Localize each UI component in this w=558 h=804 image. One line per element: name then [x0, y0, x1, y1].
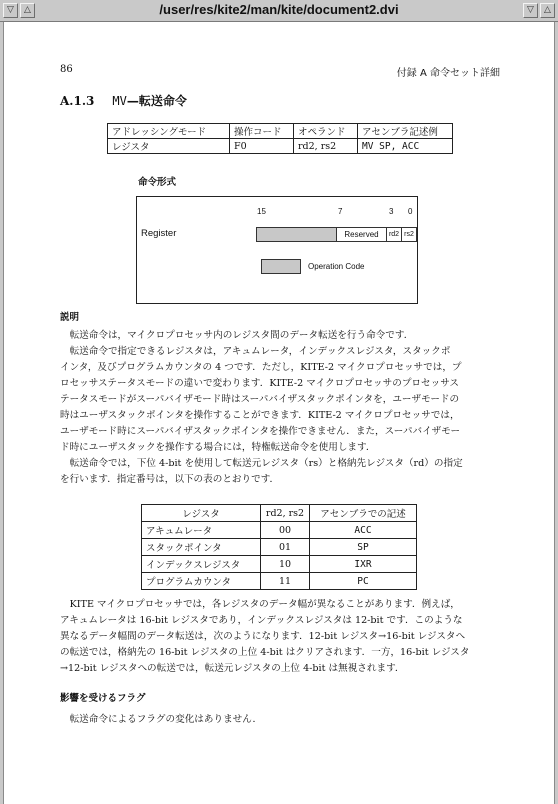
- table-row: [142, 556, 417, 573]
- table-header: rd2, rs2: [261, 505, 310, 522]
- register-table: [141, 504, 417, 590]
- paragraph-line: 転送命令は，マイクロプロセッサ内のレジスタ間のデータ転送を行う命令です．: [60, 330, 414, 341]
- section-name: —転送命令: [126, 94, 187, 108]
- bit-label: 15: [257, 207, 266, 216]
- table-cell: SP: [310, 539, 417, 556]
- table-cell: 00: [261, 522, 310, 539]
- table-cell: スタックポインタ: [142, 539, 261, 556]
- paragraph-line: 転送命令で指定できるレジスタは，アキュムレータ，インデックスレジスタ，スタックポ: [60, 346, 451, 357]
- opcode-field: [256, 227, 337, 242]
- paragraph-line: →12-bit レジスタへの転送では，転送元レジスタの上位 4-bit は無視されます．: [60, 663, 405, 674]
- paragraph-line: ド時にユーザスタックを操作する場合には，特権転送命令を使用します．: [60, 442, 376, 453]
- running-header: 付録 A 命令セット詳細: [396, 68, 500, 79]
- rd2-field: rd2: [386, 227, 402, 242]
- window-titlebar[interactable]: [0, 0, 558, 22]
- window-menu-button[interactable]: ▽: [3, 3, 18, 18]
- legend-label: Operation Code: [308, 262, 365, 271]
- table-header: 操作コード: [230, 124, 294, 139]
- table-header: レジスタ: [142, 505, 261, 522]
- format-heading: 命令形式: [138, 177, 177, 188]
- table-cell: F0: [230, 139, 294, 154]
- addressing-table: [107, 123, 453, 154]
- paragraph-line: アキュムレータは 16-bit レジスタであり，インデックスレジスタは 12-bit です．このような: [60, 615, 463, 626]
- instruction-format-diagram: [136, 196, 418, 304]
- table-cell: アキュムレータ: [142, 522, 261, 539]
- section-title: [60, 92, 187, 109]
- bit-label: 7: [338, 207, 343, 216]
- paragraph-line: ユーザモード時にスーパバイザスタックポインタを操作できません．また，スーパバイザモー: [60, 426, 461, 437]
- page-number: 86: [60, 64, 73, 75]
- flags-text: 転送命令によるフラグの変化はありません．: [60, 714, 263, 725]
- window-raise-button[interactable]: △: [20, 3, 35, 18]
- table-cell: インデックスレジスタ: [142, 556, 261, 573]
- register-row-label: Register: [141, 228, 177, 239]
- rs2-field: rs2: [401, 227, 417, 242]
- document-page: [0, 22, 558, 804]
- table-row: [142, 522, 417, 539]
- paragraph-line: 異なるデータ幅間のデータ転送は，次のようになります．12-bit レジスタ→16-bit レジスタへ: [60, 631, 466, 642]
- table-header: アセンブラでの記述: [310, 505, 417, 522]
- table-cell: IXR: [310, 556, 417, 573]
- section-number: A.1.3: [60, 94, 95, 108]
- window-minimize-button[interactable]: ▽: [523, 3, 538, 18]
- table-cell: MV SP, ACC: [358, 139, 453, 154]
- paragraph-line: テータスモードがスーパバイザモード時はスーパバイザスタックポインタを，ユーザモードの: [60, 394, 460, 405]
- table-cell: プログラムカウンタ: [142, 573, 261, 590]
- paragraph-line: 転送命令では，下位 4-bit を使用して転送元レジスタ（rs）と格納先レジスタ（rd）の指定: [60, 458, 463, 469]
- paragraph-line: KITE マイクロプロセッサでは，各レジスタのデータ幅が異なることがあります．例えば，: [60, 599, 460, 610]
- table-cell: 01: [261, 539, 310, 556]
- table-header: アドレッシングモード: [108, 124, 230, 139]
- table-cell: レジスタ: [108, 139, 230, 154]
- section-mnemonic: MV: [112, 94, 127, 108]
- table-cell: 11: [261, 573, 310, 590]
- window-title: /user/res/kite2/man/kite/document2.dvi: [159, 2, 399, 17]
- bit-label: 3: [389, 207, 394, 216]
- table-row: [142, 573, 417, 590]
- table-cell: 10: [261, 556, 310, 573]
- description-body: [60, 328, 510, 488]
- table-header: アセンブラ記述例: [358, 124, 453, 139]
- table-row: [142, 539, 417, 556]
- paragraph-line: の転送では，格納先の 16-bit レジスタの上位 4-bit はクリアされます．一方，16-bit レジスタ: [60, 647, 470, 658]
- data-width-note: [60, 597, 510, 677]
- paragraph-line: ロセッサステータスモードの違いで変わります．KITE-2 マイクロプロセッサのプロセッサス: [60, 378, 459, 389]
- table-cell: PC: [310, 573, 417, 590]
- legend-swatch: [261, 259, 301, 274]
- table-cell: rd2, rs2: [294, 139, 358, 154]
- table-header: オペランド: [294, 124, 358, 139]
- table-header-row: [108, 124, 453, 139]
- bit-label: 0: [408, 207, 413, 216]
- paragraph-line: インタ，及びプログラムカウンタの 4 つです．ただし，KITE-2 マイクロプロセッサでは，プ: [60, 362, 462, 373]
- flags-heading: 影響を受けるフラグ: [60, 693, 146, 704]
- paragraph-line: 時はユーザスタックポインタを操作することができます．KITE-2 マイクロプロセッサでは，: [60, 410, 460, 421]
- table-header-row: [142, 505, 417, 522]
- description-heading: 説明: [60, 312, 80, 323]
- window-maximize-button[interactable]: △: [540, 3, 555, 18]
- paragraph-line: を行います．指定番号は，以下の表のとおりです．: [60, 474, 280, 485]
- reserved-field: Reserved: [336, 227, 387, 242]
- table-cell: ACC: [310, 522, 417, 539]
- table-row: [108, 139, 453, 154]
